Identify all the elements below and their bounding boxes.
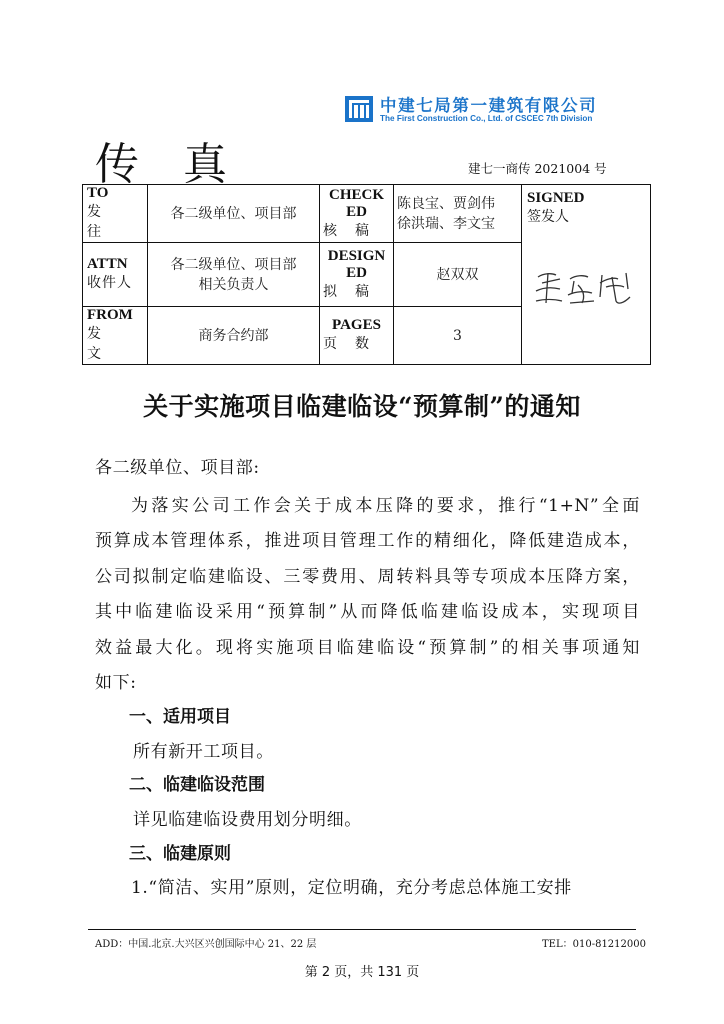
footer-divider bbox=[88, 929, 636, 930]
section-text: 所有新开工项目。 bbox=[133, 742, 274, 762]
to-value: 各二级单位、项目部 bbox=[148, 185, 320, 243]
company-name-cn: 中建七局第一建筑有限公司 bbox=[380, 96, 598, 115]
pages-value: 3 bbox=[394, 307, 522, 365]
intro-paragraph bbox=[95, 489, 640, 701]
checked-label: CHECKED 核稿 bbox=[320, 185, 394, 243]
paragraph-line: 效益最大化。现将实施项目临建临设“预算制”的相关事项通知 bbox=[95, 637, 640, 658]
footer-address: ADD：中国.北京.大兴区兴创国际中心 21、22 层 bbox=[95, 939, 317, 950]
section-text: 1.“简洁、实用”原则，定位明确，充分考虑总体施工安排 bbox=[131, 878, 572, 898]
to-label: TO 发往 bbox=[83, 185, 148, 243]
checked-value: 陈良宝、贾剑伟 徐洪瑞、李文宝 bbox=[394, 185, 522, 243]
section-heading: 二、临建临设范围 bbox=[129, 775, 265, 795]
fax-info-table bbox=[82, 184, 651, 365]
attn-value: 各二级单位、项目部 相关负责人 bbox=[148, 243, 320, 307]
attn-label: ATTN 收件人 bbox=[83, 243, 148, 307]
paragraph-line: 预算成本管理体系，推进项目管理工作的精细化，降低建造成本， bbox=[95, 531, 640, 552]
pages-label: PAGES 页数 bbox=[320, 307, 394, 365]
section-heading: 三、临建原则 bbox=[129, 844, 231, 864]
salutation: 各二级单位、项目部: bbox=[95, 458, 260, 478]
from-label: FROM 发文 bbox=[83, 307, 148, 365]
handwritten-signature bbox=[530, 263, 642, 309]
signed-cell: SIGNED 签发人 bbox=[522, 185, 651, 365]
from-value: 商务合约部 bbox=[148, 307, 320, 365]
section-heading: 一、适用项目 bbox=[129, 707, 231, 727]
company-name-en: The First Construction Co., Ltd. of CSCEC 7th Division bbox=[380, 114, 593, 123]
company-logo bbox=[345, 96, 373, 122]
designed-value: 赵双双 bbox=[394, 243, 522, 307]
document-title: 关于实施项目临建临设“预算制”的通知 bbox=[143, 392, 581, 421]
section-text: 详见临建临设费用划分明细。 bbox=[133, 810, 362, 830]
paragraph-line: 如下: bbox=[95, 672, 137, 693]
fax-number: 建七一商传 2021004 号 bbox=[468, 161, 607, 176]
paragraph-line: 为落实公司工作会关于成本压降的要求，推行“1+N”全面 bbox=[131, 496, 640, 516]
designed-label: DESIGNED 拟稿 bbox=[320, 243, 394, 307]
fax-title: 传真 bbox=[95, 139, 271, 190]
paragraph-line: 其中临建临设采用“预算制”从而降低临建临设成本，实现项目 bbox=[95, 602, 640, 623]
footer-tel: TEL：010-81212000 bbox=[542, 939, 646, 950]
page-indicator: 第 2 页，共 131 页 bbox=[304, 965, 420, 980]
cscec-logo-icon bbox=[345, 96, 373, 122]
paragraph-line: 公司拟制定临建临设、三零费用、周转料具等专项成本压降方案， bbox=[95, 566, 640, 587]
